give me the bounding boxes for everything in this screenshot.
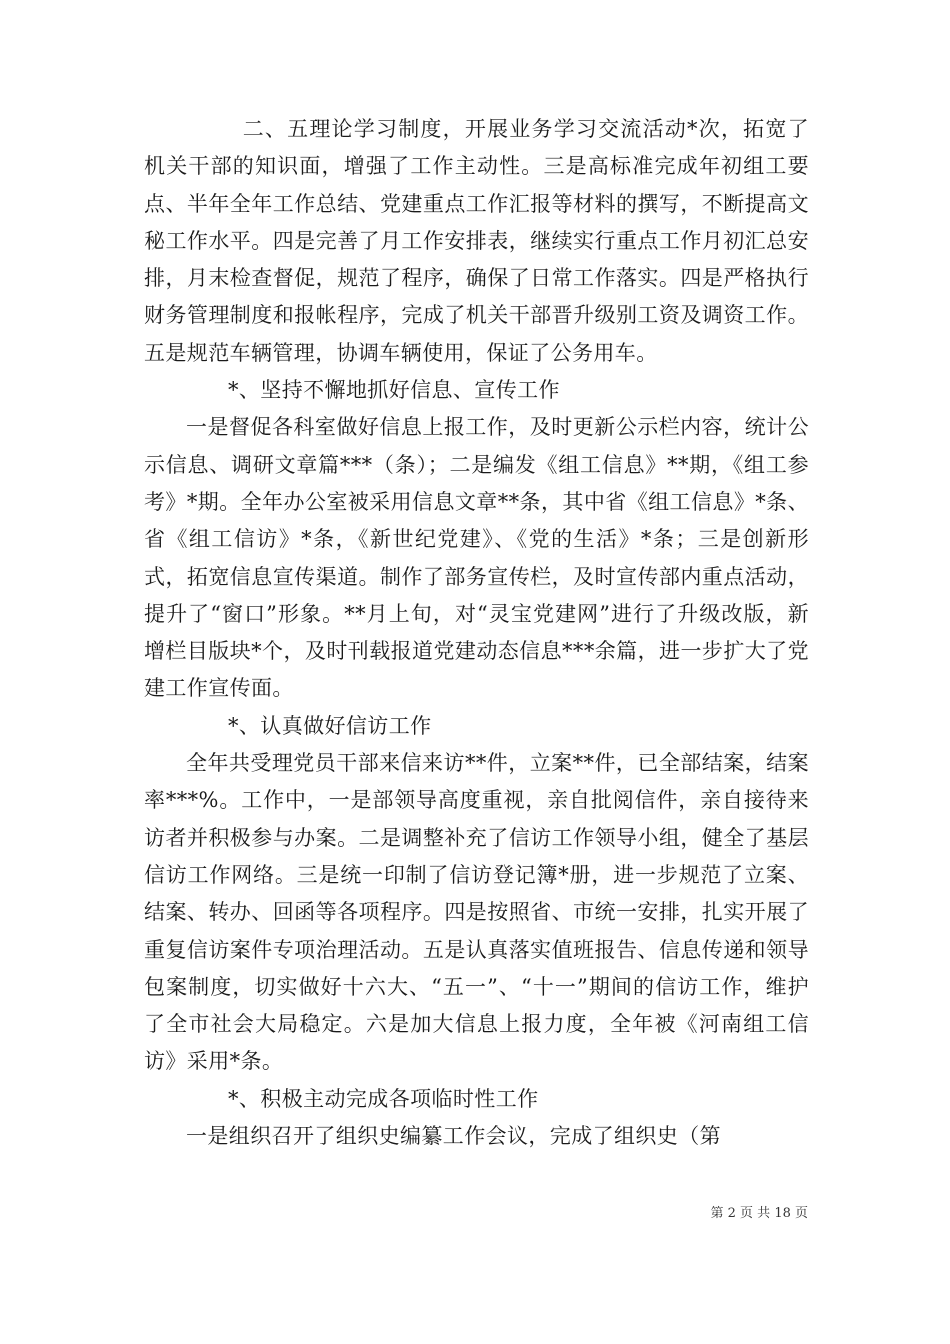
paragraph-petition: 全年共受理党员干部来信来访**件，立案**件，已全部结案，结案率***%。工作中，一是部领导高度重视，亲自批阅信件，亲自接待来访者并积极参与办案。二是调整补充了信访工作领导小组，健全了基层信访工作网络。三是统一印制了信访登记簿*册，进一步规范了立案、结案、转办、回函等各项程序。四是按照省、市统一安排，扎实开展了重复信访案件专项治理活动。五是认真落实值班报告、信息传递和领导包案制度，切实做好十六大、“五一”、“十一”期间的信访工作，维护了全市社会大局稳定。六是加大信息上报力度，全年被《河南组工信访》采用*条。 [144,751,809,1074]
page-number-footer: 第 2 页 共 18 页 [710,1206,808,1221]
document-body [144,111,809,1155]
paragraph-admin-work: 二、五理论学习制度，开展业务学习交流活动*次，拓宽了机关干部的知识面，增强了工作主动性。三是高标准完成年初组工要点、半年全年工作总结、党建重点工作汇报等材料的撰写，不断提高文秘工作水平。四是完善了月工作安排表，继续实行重点工作月初汇总安排，月末检查督促，规范了程序，确保了日常工作落实。四是严格执行财务管理制度和报帐程序，完成了机关干部晋升级别工资及调资工作。五是规范车辆管理，协调车辆使用，保证了公务用车。 [144,117,809,365]
paragraph-info-publicity: 一是督促各科室做好信息上报工作，及时更新公示栏内容，统计公示信息、调研文章篇***（条）；二是编发《组工信息》**期，《组工参考》*期。全年办公室被采用信息文章**条，其中省《组工信息》*条、省《组工信访》*条，《新世纪党建》、《党的生活》*条；三是创新形式，拓宽信息宣传渠道。制作了部务宣传栏，及时宣传部内重点活动，提升了“窗口”形象。**月上旬，对“灵宝党建网”进行了升级改版，新增栏目版块*个，及时刊载报道党建动态信息***余篇，进一步扩大了党建工作宣传面。 [144,415,809,701]
section-heading-info-publicity: *、坚持不懈地抓好信息、宣传工作 [228,378,560,403]
section-heading-temporary-work: *、积极主动完成各项临时性工作 [228,1086,539,1111]
paragraph-temporary-work: 一是组织召开了组织史编纂工作会议，完成了组织史（第 [186,1124,721,1149]
section-heading-petition: *、认真做好信访工作 [228,713,432,738]
